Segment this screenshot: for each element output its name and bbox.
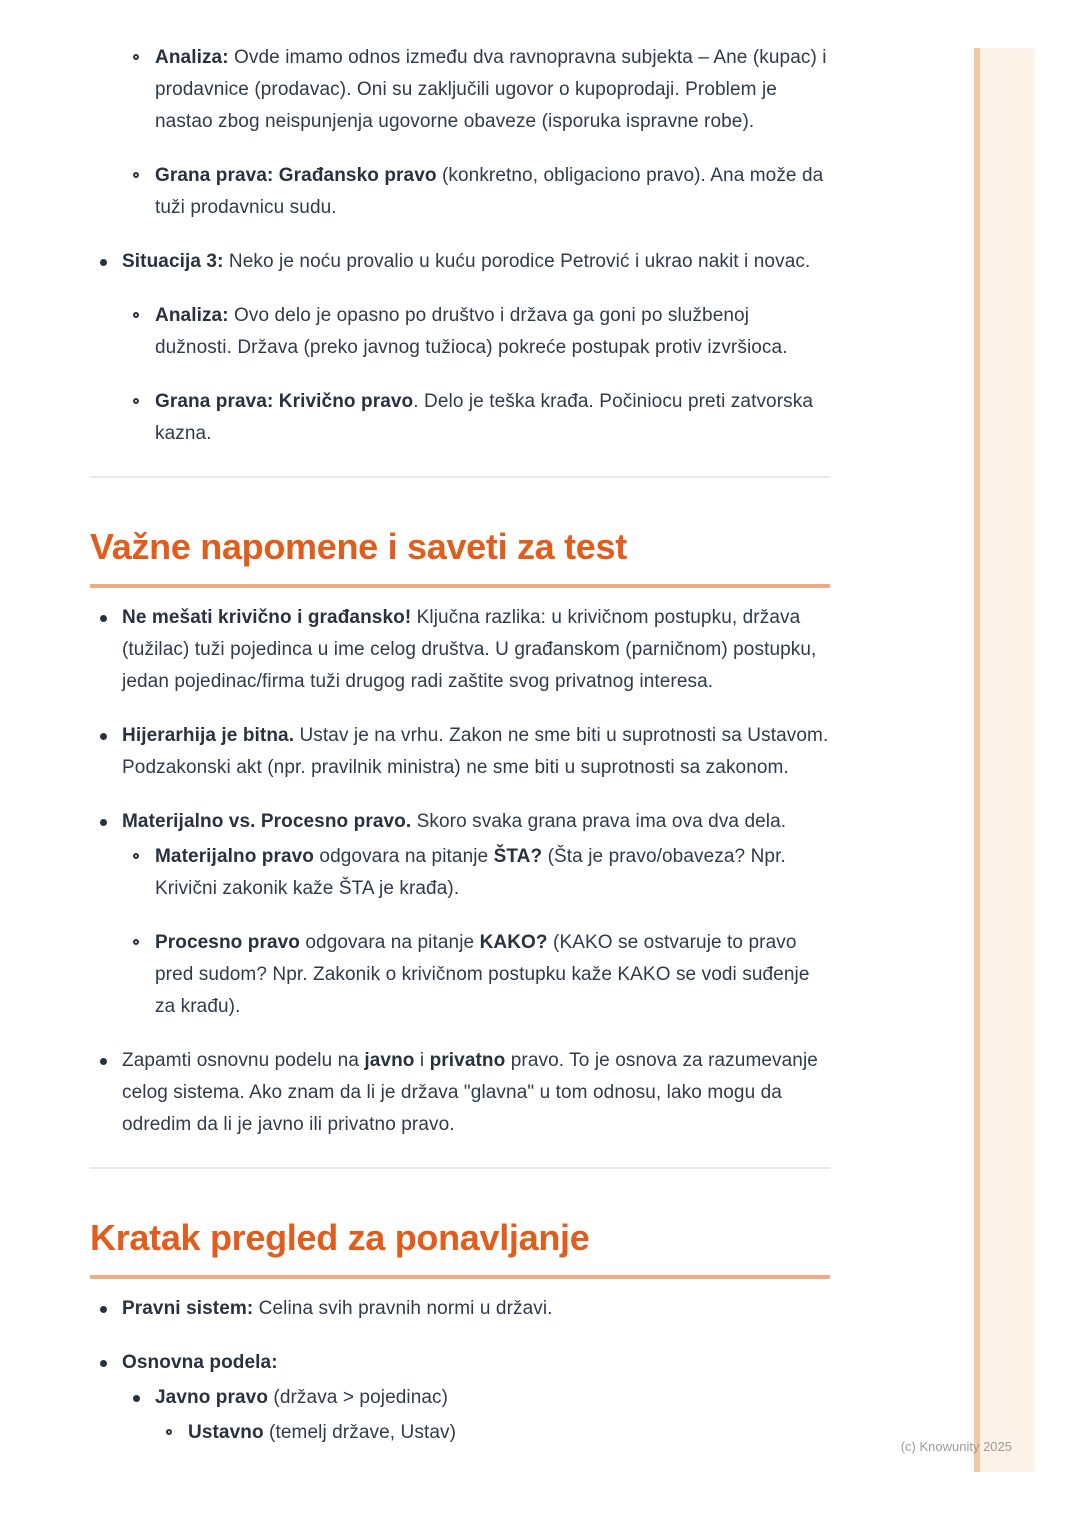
disc-bullet-icon <box>90 246 122 266</box>
list-item-text: Grana prava: Krivično pravo. Delo je teška krađa. Počiniocu preti zatvorska kazna. <box>155 391 814 444</box>
list-item <box>90 806 830 838</box>
list-item-text: Analiza: Ovo delo je opasno po društvo i država ga goni po službenoj dužnosti. Država (preko javnog tužioca) pokreće postupak protiv izvršioca. <box>155 305 788 358</box>
circle-bullet-icon <box>123 300 155 318</box>
circle-bullet-icon <box>123 160 155 178</box>
disc-bullet-icon <box>123 1382 155 1402</box>
list-item <box>90 1347 830 1379</box>
list-item-text: Pravni sistem: Celina svih pravnih normi u državi. <box>122 1298 553 1319</box>
list-item <box>90 720 830 784</box>
list-item <box>123 42 830 138</box>
list-item-text: Situacija 3: Neko je noću provalio u kuću porodice Petrović i ukrao nakit i novac. <box>122 251 811 272</box>
disc-bullet-icon <box>90 1293 122 1313</box>
list-item <box>123 841 830 905</box>
section-case-analysis <box>90 42 830 450</box>
list-item-text: Analiza: Ovde imamo odnos između dva ravnopravna subjekta – Ane (kupac) i prodavnice (prodavac). Oni su zaključili ugovor o kupoprodaji. Problem je nastao zbog neispunjenja ugovorne obaveze (isporuka ispravne robe). <box>155 47 827 132</box>
list-item <box>90 246 830 278</box>
page-content <box>90 42 830 1449</box>
list-item-text: Osnovna podela: <box>122 1352 278 1373</box>
circle-bullet-icon <box>123 841 155 859</box>
section-divider <box>90 476 830 478</box>
list-item-text: Javno pravo (država > pojedinac) <box>155 1387 449 1408</box>
disc-bullet-icon <box>90 806 122 826</box>
circle-bullet-icon <box>156 1417 188 1435</box>
section-important-notes <box>90 524 830 1141</box>
list-item-text: Materijalno pravo odgovara na pitanje ŠTA? (Šta je pravo/obaveza? Npr. Krivični zakonik kaže ŠTA je krađa). <box>155 846 786 899</box>
section-quick-review <box>90 1215 830 1449</box>
circle-bullet-icon <box>123 927 155 945</box>
section-title-quick-review: Kratak pregled za ponavljanje <box>90 1215 830 1279</box>
copyright-notice: (c) Knowunity 2025 <box>900 1439 1012 1454</box>
list-item-text: Hijerarhija je bitna. Ustav je na vrhu. Zakon ne sme biti u suprotnosti sa Ustavom. Podzakonski akt (npr. pravilnik ministra) ne sme biti u suprotnosti sa zakonom. <box>122 725 829 778</box>
list-item <box>90 1045 830 1141</box>
disc-bullet-icon <box>90 1347 122 1367</box>
section-divider <box>90 1167 830 1169</box>
list-item-text: Materijalno vs. Procesno pravo. Skoro svaka grana prava ima ova dva dela. <box>122 811 787 832</box>
list-item <box>156 1417 830 1449</box>
disc-bullet-icon <box>90 720 122 740</box>
disc-bullet-icon <box>90 602 122 622</box>
list-item <box>123 927 830 1023</box>
section-title-important-notes: Važne napomene i saveti za test <box>90 524 830 588</box>
list-item <box>123 160 830 224</box>
case-analysis-list <box>90 42 830 450</box>
important-notes-list <box>90 602 830 1141</box>
list-item-text: Ne mešati krivično i građansko! Ključna razlika: u krivičnom postupku, država (tužilac) tuži pojedinca u ime celog društva. U građanskom (parničnom) postupku, jedan pojedinac/firma tuži drugog radi zaštite svog privatnog interesa. <box>122 607 817 692</box>
quick-review-list <box>90 1293 830 1449</box>
list-item <box>123 300 830 364</box>
list-item <box>90 602 830 698</box>
disc-bullet-icon <box>90 1045 122 1065</box>
list-item-text: Ustavno (temelj države, Ustav) <box>188 1422 457 1443</box>
circle-bullet-icon <box>123 42 155 60</box>
list-item <box>123 1382 830 1414</box>
list-item-text: Procesno pravo odgovara na pitanje KAKO? (KAKO se ostvaruje to pravo pred sudom? Npr. Zakonik o krivičnom postupku kaže KAKO se vodi suđenje za krađu). <box>155 932 810 1017</box>
list-item-text: Zapamti osnovnu podelu na javno i privatno pravo. To je osnova za razumevanje celog sistema. Ako znam da li je država "glavna" u tom odnosu, lako mogu da odredim da li je javno ili privatno pravo. <box>122 1050 818 1135</box>
circle-bullet-icon <box>123 386 155 404</box>
list-item <box>90 1293 830 1325</box>
list-item <box>123 386 830 450</box>
list-item-text: Grana prava: Građansko pravo (konkretno, obligaciono pravo). Ana može da tuži prodavnicu sudu. <box>155 165 824 218</box>
right-margin-stripe <box>974 48 1035 1472</box>
